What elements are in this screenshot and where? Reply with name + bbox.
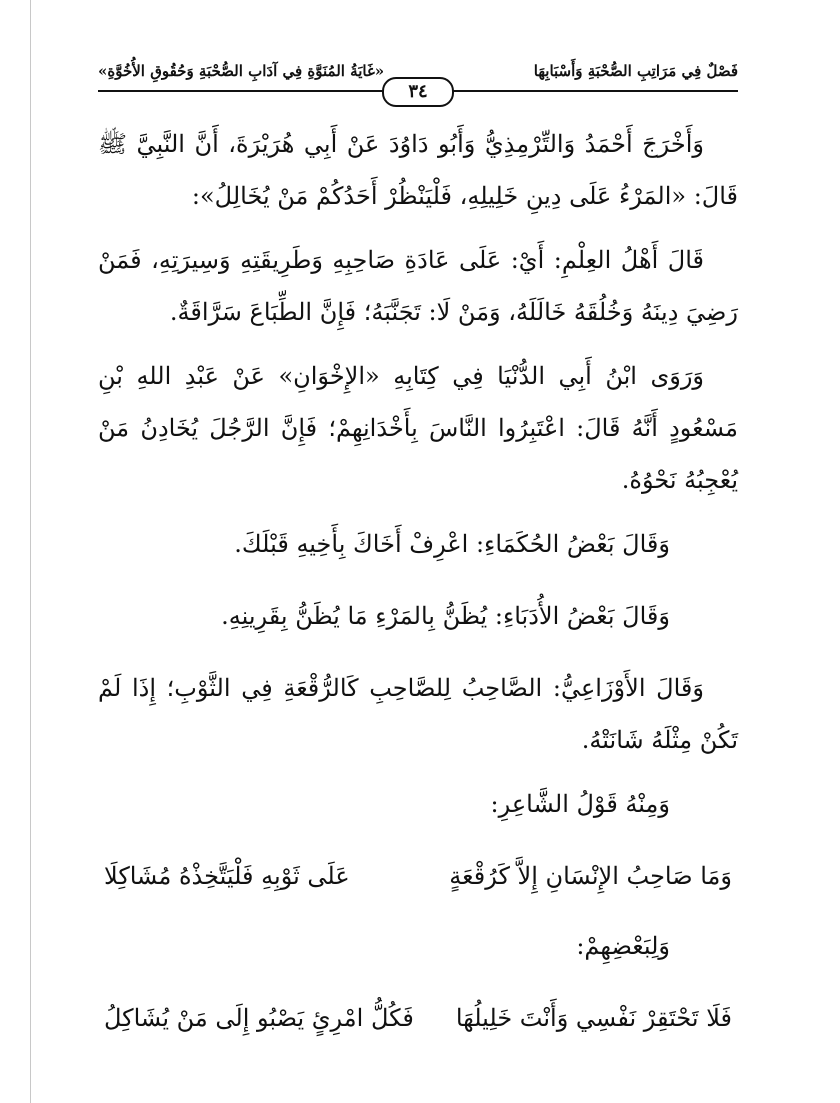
chapter-running-title: فَصْلٌ فِي مَرَاتِبِ الصُّحْبَةِ وَأَسْبَابِهَا (533, 62, 738, 80)
paragraph-ibn-abi-dunya: وَرَوَى ابْنُ أَبِي الدُّنْيَا فِي كِتَابِهِ «الإِخْوَانِ» عَنْ عَبْدِ اللهِ بْنِ مَسْعُودٍ أَنَّهُ قَالَ: اعْتَبِرُوا النَّاسَ بِأَخْدَانِهِمْ؛ فَإِنَّ الرَّجُلَ يُخَادِنُ مَنْ يُعْجِبُهُ نَحْوُهُ. (98, 362, 738, 494)
paragraph-hadith: وَأَخْرَجَ أَحْمَدُ وَالتِّرْمِذِيُّ وَأَبُو دَاوُدَ عَنْ أَبِي هُرَيْرَةَ، أَنَّ النَّبِيَّ ﷺ قَالَ: «المَرْءُ عَلَى دِينِ خَلِيلِهِ، فَلْيَنْظُرْ أَحَدُكُمْ مَنْ يُخَالِلُ»: (98, 130, 738, 210)
page-number: ٣٤ (382, 77, 454, 107)
verse-2 (98, 992, 738, 1044)
verse-1 (98, 850, 738, 902)
scan-edge-line (30, 0, 31, 1103)
paragraph-literati-saying: وَقَالَ بَعْضُ الأُدَبَاءِ: يُظَنُّ بِالمَرْءِ مَا يُظَنُّ بِقَرِينِهِ. (221, 602, 670, 630)
second-poet-intro: وَلِبَعْضِهِمْ: (576, 932, 670, 960)
page-header (98, 52, 738, 102)
verse-1-first-hemistich: وَمَا صَاحِبُ الإِنْسَانِ إِلاَّ كَرُقْعَةٍ (449, 862, 732, 890)
verse-1-second-hemistich: عَلَى ثَوْبِهِ فَلْيَتَّخِذْهُ مُشَاكِلَا (104, 862, 350, 890)
paragraph-scholars: قَالَ أَهْلُ العِلْمِ: أَيْ: عَلَى عَادَةِ صَاحِبِهِ وَطَرِيقَتِهِ وَسِيرَتِهِ، فَمَنْ رَضِيَ دِينَهُ وَخُلُقَهُ خَالَلَهُ، وَمَنْ لَا: تَجَنَّبَهُ؛ فَإِنَّ الطِّبَاعَ سَرَّاقَةٌ. (98, 246, 738, 326)
book-running-title: «غَايَةُ المُنَوَّةِ فِي آدَابِ الصُّحْبَةِ وَحُقُوقِ الأُخُوَّةِ» (98, 62, 385, 80)
paragraph-awzai: وَقَالَ الأَوْزَاعِيُّ: الصَّاحِبُ لِلصَّاحِبِ كَالرُّقْعَةِ فِي الثَّوْبِ؛ إِذَا لَمْ تَكُنْ مِثْلَهُ شَانَتْهُ. (98, 674, 738, 754)
verse-2-first-hemistich: فَلَا تَحْتَقِرْ نَفْسِي وَأَنْتَ خَلِيلُهَا (455, 1004, 732, 1032)
poet-intro: وَمِنْهُ قَوْلُ الشَّاعِرِ: (490, 790, 670, 818)
verse-2-second-hemistich: فَكُلُّ امْرِئٍ يَصْبُو إِلَى مَنْ يُشَاكِلُ (104, 1004, 414, 1032)
page-body (98, 118, 738, 1062)
paragraph-wise-saying: وَقَالَ بَعْضُ الحُكَمَاءِ: اعْرِفْ أَخَاكَ بِأَخِيهِ قَبْلَكَ. (234, 530, 670, 558)
